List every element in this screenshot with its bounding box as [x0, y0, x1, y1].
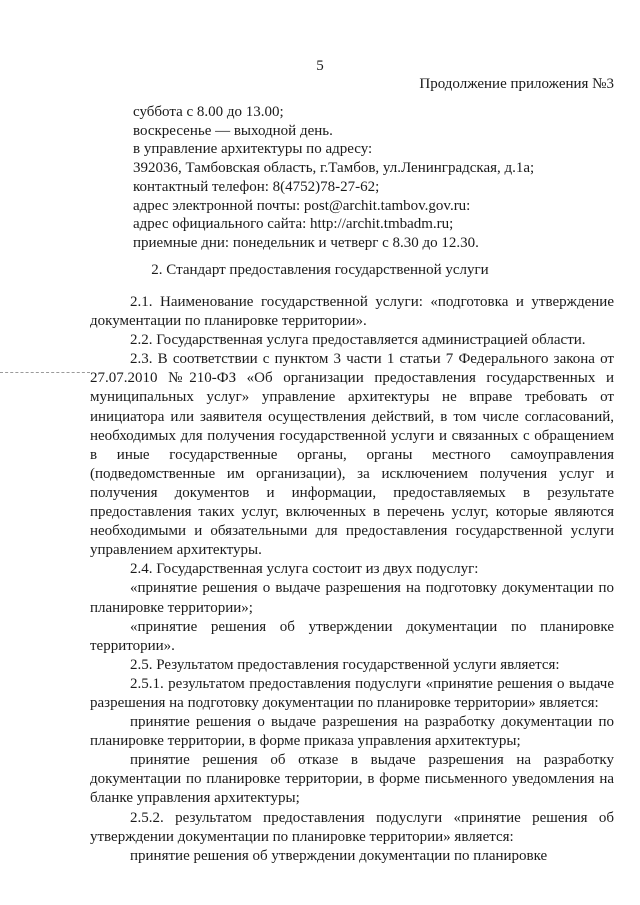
paragraph: «принятие решения о выдаче разрешения на подготовку документации по планировке территории»;: [90, 580, 614, 616]
page-number: 5: [316, 58, 324, 74]
paragraph: принятие решения об утверждении документации по планировке: [130, 847, 548, 864]
paragraph: 2.4. Государственная услуга состоит из двух подуслуг:: [130, 561, 479, 578]
contact-block: [133, 103, 613, 253]
contact-line: приемные дни: понедельник и четверг с 8.30 до 12.30.: [133, 234, 479, 251]
contact-line: адрес электронной почты: post@archit.tambov.gov.ru:: [133, 197, 471, 214]
appendix-label: Продолжение приложения №3: [419, 76, 614, 92]
scan-artifact-line: [0, 372, 90, 373]
contact-line: воскресенье — выходной день.: [133, 122, 333, 139]
contact-line: контактный телефон: 8(4752)78-27-62;: [133, 178, 380, 195]
paragraph: 2.3. В соответствии с пунктом 3 части 1 статьи 7 Федерального закона от 27.07.2010 №210-ФЗ «Об организации предоставления государственных и муниципальных услуг» управление архитектуры не вправе требовать от инициатора или заявителя осуществления действий, в том числе согласований, необходимых для получения государственной услуги и связанных с обращением в иные государственные органы, органы местного самоуправления (подведомственные им организации), за исключением получения услуг и получения документов и информации, предоставляемых в результате предоставления таких услуг, включенных в перечень услуг, которые являются необходимыми и обязательными для предоставления государственной услуги управлением архитектуры.: [90, 351, 614, 559]
contact-line: в управление архитектуры по адресу:: [133, 141, 373, 158]
paragraph: 2.1. Наименование государственной услуги: «подготовка и утверждение документации по планировке территории».: [90, 294, 614, 330]
paragraph: 2.5. Результатом предоставления государственной услуги является:: [130, 656, 560, 673]
contact-line: суббота с 8.00 до 13.00;: [133, 104, 284, 120]
paragraph: 2.5.2. результатом предоставления подуслуги «принятие решения об утверждении документации по планировке территории» является:: [90, 809, 614, 845]
contact-line: 392036, Тамбовская область, г.Тамбов, ул.Ленинградская, д.1а;: [133, 160, 535, 177]
paragraph: принятие решения об отказе в выдаче разрешения на разработку документации по планировке территории, в форме письменного уведомления на бланке управления архитектуры;: [90, 752, 614, 807]
document-body: [90, 293, 614, 866]
section-heading: 2. Стандарт предоставления государственной услуги: [151, 262, 489, 278]
paragraph: принятие решения о выдаче разрешения на разработку документации по планировке территории, в форме приказа управления архитектуры;: [90, 714, 614, 750]
paragraph: «принятие решения об утверждении документации по планировке территории».: [90, 618, 614, 654]
contact-line: адрес официального сайта: http://archit.tmbadm.ru;: [133, 216, 454, 233]
paragraph: 2.5.1. результатом предоставления подуслуги «принятие решения о выдаче разрешения на подготовку документации по планировке территории» является:: [90, 675, 614, 711]
paragraph: 2.2. Государственная услуга предоставляется администрацией области.: [130, 332, 586, 349]
